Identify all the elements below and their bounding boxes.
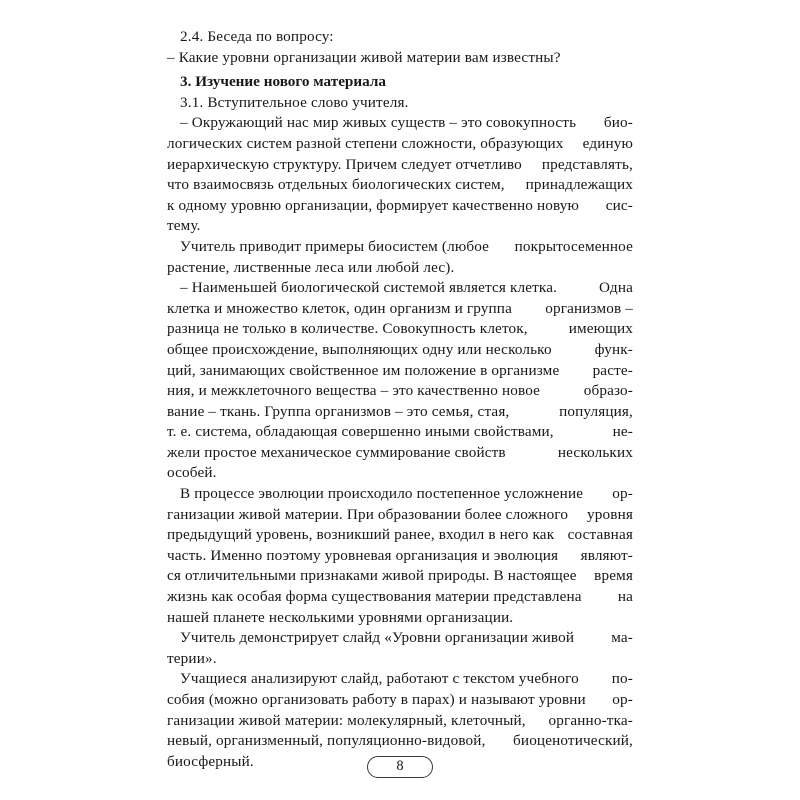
paragraph-3-line-2 — [167, 299, 633, 320]
paragraph-3-line-9 — [167, 443, 633, 464]
paragraph-1-line-3 — [167, 155, 633, 176]
line-text-end: организмов – — [545, 299, 633, 317]
line-text-end: время — [594, 567, 633, 585]
paragraph-1-line-4 — [167, 175, 633, 196]
paragraph-3-line-6 — [167, 381, 633, 402]
paragraph-4-line-7: нашей планете несколькими уровнями организации. — [167, 608, 514, 626]
line-text: жизнь как особая форма существования материи представлена — [167, 588, 582, 606]
line-text-end: имеющих — [568, 320, 633, 338]
line-text-end: функ- — [594, 340, 633, 358]
line-text-end: биоценотический, — [513, 732, 633, 750]
line-text: – Окружающий нас мир живых существ – это совокупность — [180, 114, 577, 132]
paragraph-3-line-5 — [167, 361, 633, 382]
section-2-4-question: – Какие уровни организации живой материи вам известны? — [167, 48, 561, 66]
paragraph-4-line-5 — [167, 566, 633, 587]
line-text-end: принадлежащих — [525, 176, 633, 194]
line-text-end: популяция, — [559, 402, 633, 420]
paragraph-3-line-7 — [167, 402, 633, 423]
paragraph-3-line-4 — [167, 340, 633, 361]
line-text: вание – ткань. Группа организмов – это семья, стая, — [167, 402, 510, 420]
page-text-column — [167, 27, 633, 772]
line-text: Учащиеся анализируют слайд, работают с текстом учебного — [180, 670, 579, 688]
paragraph-3-line-8 — [167, 422, 633, 443]
page-number-badge: 8 — [367, 756, 433, 778]
paragraph-3-line-3 — [167, 319, 633, 340]
paragraph-2-line-2: растение, лиственные леса или любой лес). — [167, 258, 455, 276]
paragraph-3-line-1 — [167, 278, 633, 299]
line-text: что взаимосвязь отдельных биологических систем, — [167, 176, 505, 194]
page-footer — [0, 756, 800, 778]
line-text-end: образо- — [583, 382, 633, 400]
paragraph-6-line-5: биосферный. — [167, 752, 254, 770]
line-text: Учитель приводит примеры биосистем (любое — [180, 237, 490, 255]
line-text: – Наименьшей биологической системой является клетка. — [180, 279, 558, 297]
line-text: ций, занимающих свойственное им положение в организме — [167, 361, 560, 379]
paragraph-4-line-2 — [167, 505, 633, 526]
line-text-end: составная — [567, 526, 633, 544]
line-text: ния, и межклеточного вещества – это качественно новое — [167, 382, 541, 400]
line-text: к одному уровню организации, формирует качественно новую — [167, 196, 580, 214]
paragraph-4-line-1 — [167, 484, 633, 505]
line-text-end: сис- — [605, 196, 633, 214]
line-text-end: органно-тка- — [548, 711, 633, 729]
line-text-end: расте- — [592, 361, 633, 379]
line-text: иерархическую структуру. Причем следует отчетливо — [167, 155, 522, 173]
line-text-end: уровня — [587, 505, 633, 523]
line-text-end: био- — [603, 114, 633, 132]
paragraph-5-line-2: терии». — [167, 649, 217, 667]
paragraph-1-line-6: тему. — [167, 217, 201, 235]
line-text-end: нескольких — [557, 443, 633, 461]
line-text: Учитель демонстрирует слайд «Уровни организации живой — [180, 629, 575, 647]
line-text-end: покрытосеменное — [514, 237, 633, 255]
paragraph-4-line-6 — [167, 587, 633, 608]
line-text-end: ор- — [612, 485, 633, 503]
paragraph-1-line-2 — [167, 134, 633, 155]
paragraph-3-line-10: особей. — [167, 464, 217, 482]
line-text: клетка и множество клеток, один организм и группа — [167, 299, 512, 317]
line-text-end: представлять, — [541, 155, 633, 173]
paragraph-6-line-4 — [167, 731, 633, 752]
paragraph-6-line-2 — [167, 690, 633, 711]
paragraph-1-line-5 — [167, 196, 633, 217]
line-text: предыдущий уровень, возникший ранее, входил в него как — [167, 526, 555, 544]
paragraph-5-line-1 — [167, 628, 633, 649]
line-text-end: являют- — [580, 546, 633, 564]
line-text: общее происхождение, выполняющих одну или несколько — [167, 340, 552, 358]
section-3-1-line: 3.1. Вступительное слово учителя. — [180, 93, 409, 111]
paragraph-4-line-4 — [167, 546, 633, 567]
paragraph-6-line-1 — [167, 669, 633, 690]
line-text-end: не- — [612, 423, 633, 441]
line-text: жели простое механическое суммирование свойств — [167, 443, 506, 461]
line-text: невый, организменный, популяционно-видовой, — [167, 732, 486, 750]
line-text-end: единую — [582, 134, 633, 152]
line-text: ганизации живой материи: молекулярный, клеточный, — [167, 711, 526, 729]
section-2-4-line: 2.4. Беседа по вопросу: — [180, 28, 334, 45]
paragraph-4-line-3 — [167, 525, 633, 546]
paragraph-1-line-1 — [167, 113, 633, 134]
line-text: логических систем разной степени сложности, образующих — [167, 134, 564, 152]
line-text: В процессе эволюции происходило постепенное усложнение — [180, 485, 584, 503]
line-text-end: ма- — [611, 629, 633, 647]
line-text-end: по- — [611, 670, 633, 688]
line-text: разница не только в количестве. Совокупность клеток, — [167, 320, 528, 338]
paragraph-2-line-1 — [167, 237, 633, 258]
line-text: ся отличительными признаками живой природы. В настоящее — [167, 567, 577, 585]
line-text-end: ор- — [612, 691, 633, 708]
line-text: часть. Именно поэтому уровневая организация и эволюция — [167, 546, 559, 564]
section-heading-3: 3. Изучение нового материала — [180, 73, 386, 91]
line-text: собия (можно организовать работу в парах) и называют уровни — [167, 691, 586, 708]
paragraph-6-line-3 — [167, 711, 633, 732]
line-text: ганизации живой материи. При образовании более сложного — [167, 505, 569, 523]
line-text-end: Одна — [599, 279, 633, 297]
line-text-end: на — [617, 588, 633, 606]
line-text: т. е. система, обладающая совершенно иными свойствами, — [167, 423, 554, 441]
